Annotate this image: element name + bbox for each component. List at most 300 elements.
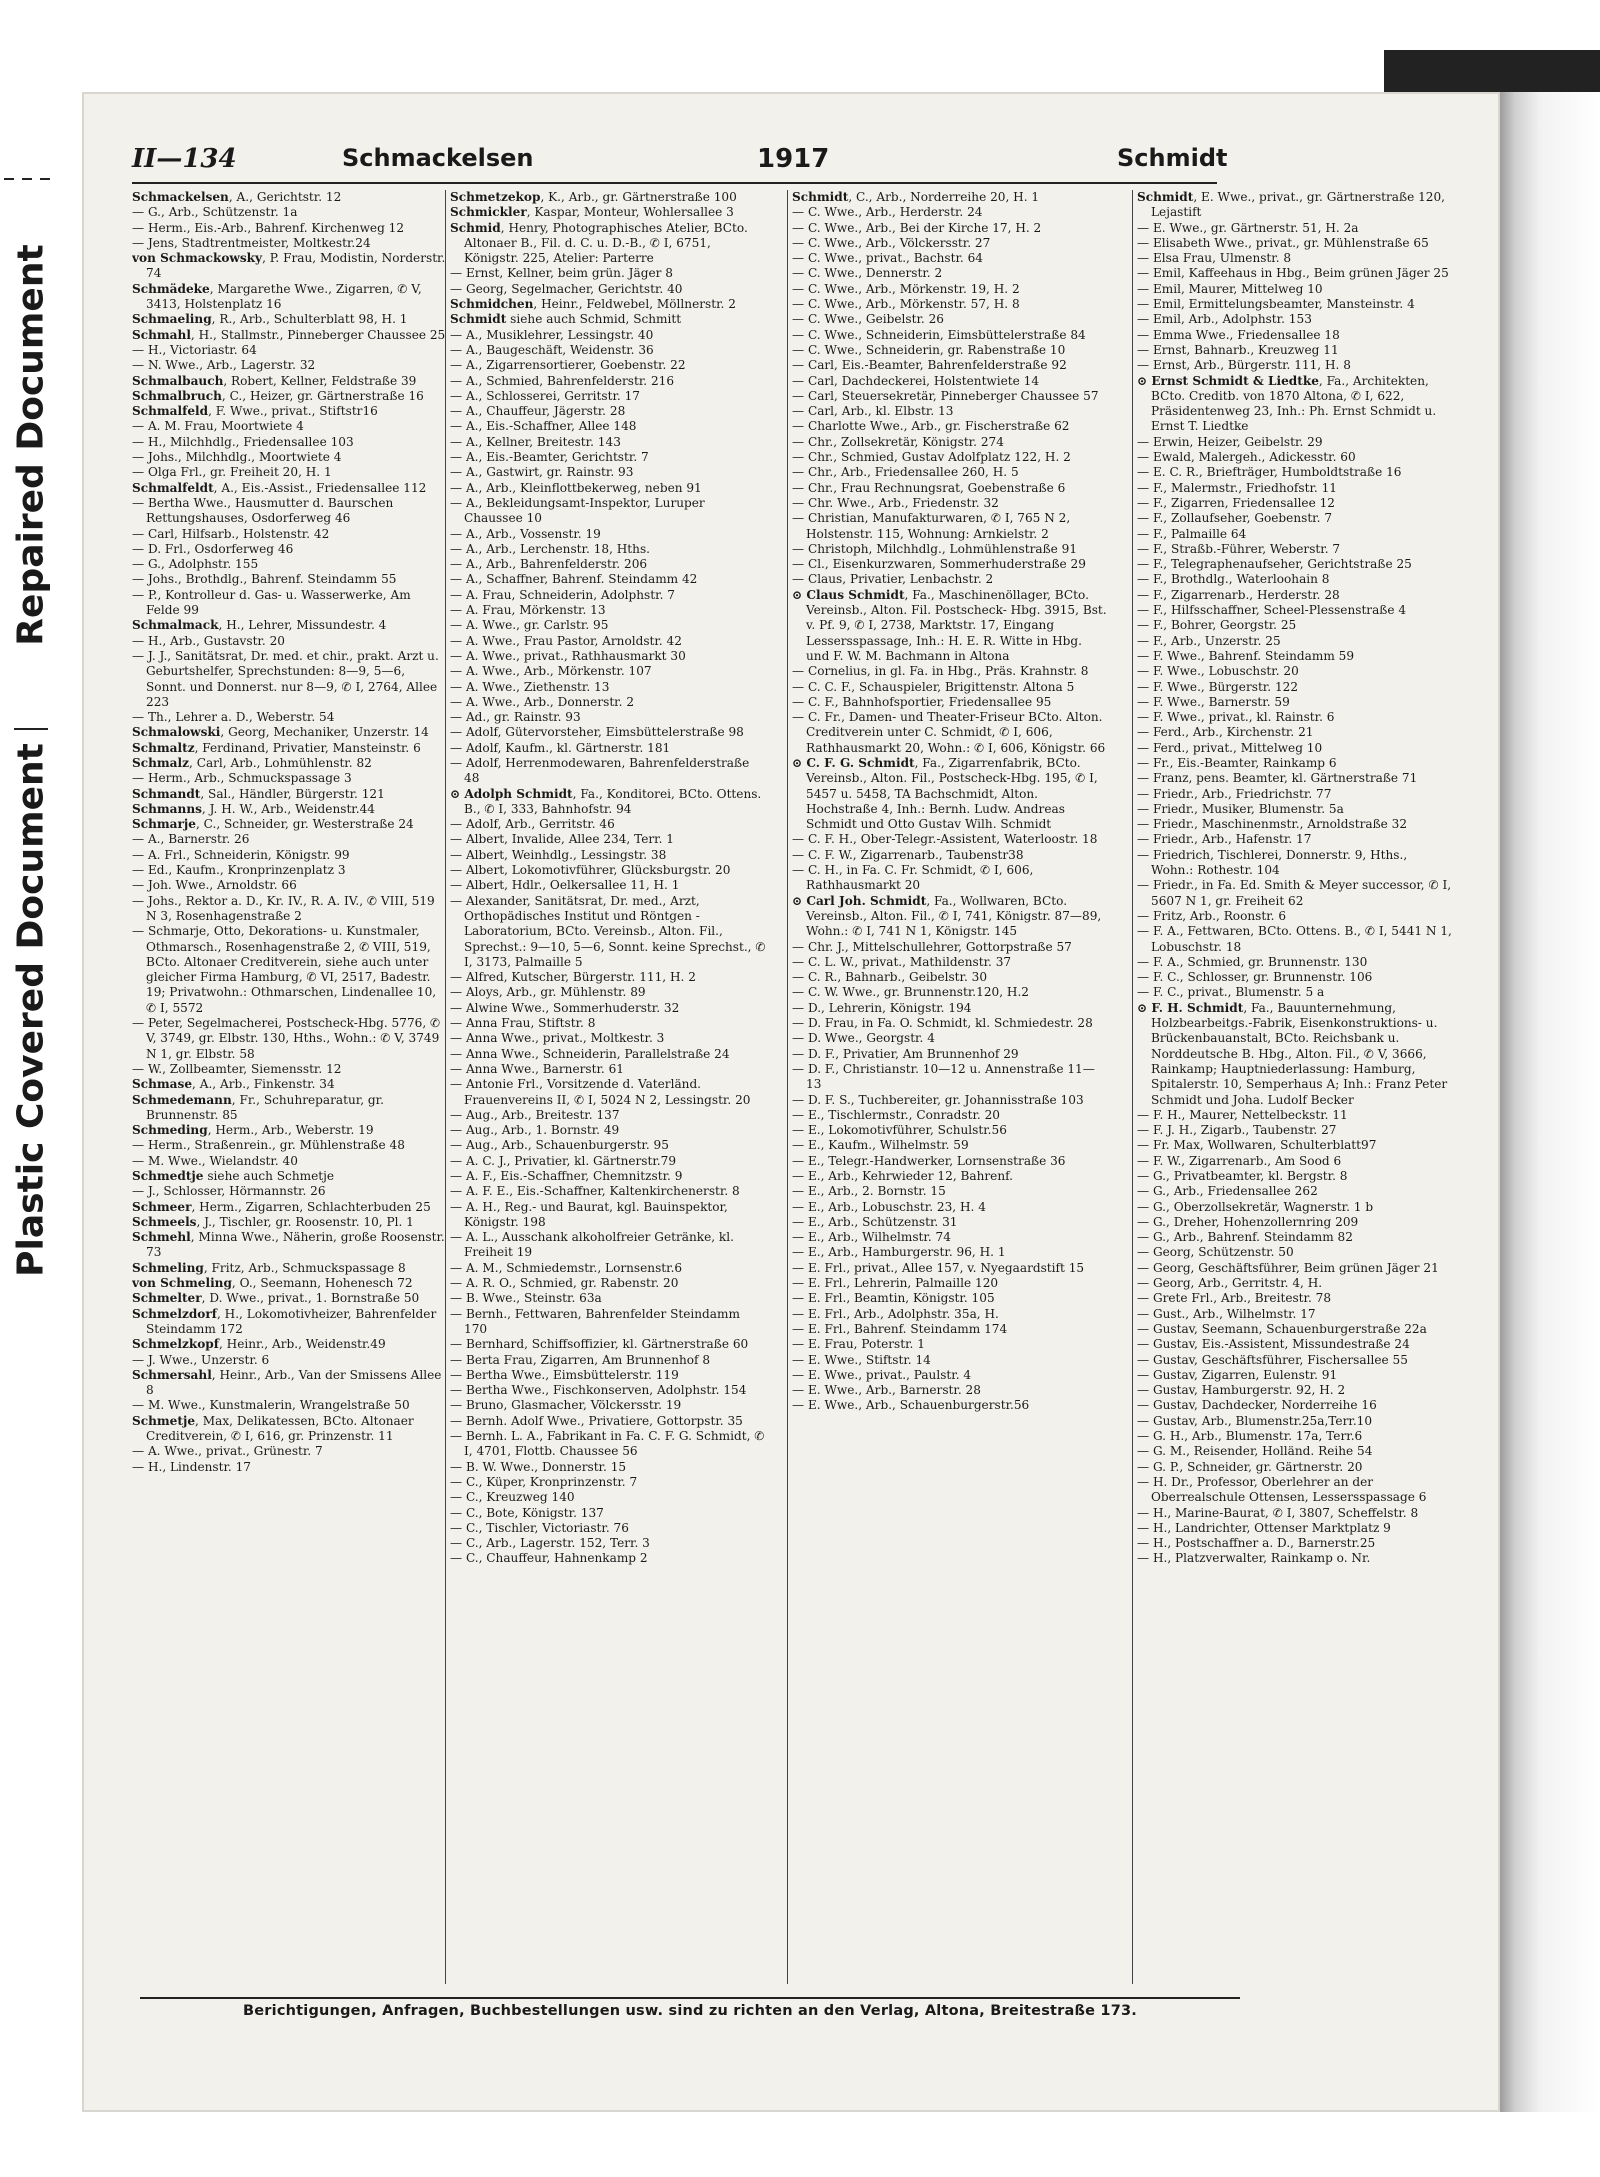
directory-entry: — N. Wwe., Arb., Lagerstr. 32 [132, 358, 316, 373]
directory-entry: — E. Frau, Poterstr. 1 [792, 1337, 925, 1352]
directory-entry: — Chr., Arb., Friedensallee 260, H. 5 [792, 465, 1019, 480]
directory-entry: — F. Wwe., Lobuschstr. 20 [1137, 664, 1299, 679]
directory-entry: — Carl, Arb., kl. Elbstr. 13 [792, 404, 954, 419]
directory-entry: — F. Wwe., privat., kl. Rainstr. 6 [1137, 710, 1335, 725]
directory-entry: — F., Malermstr., Friedhofstr. 11 [1137, 480, 1337, 495]
directory-entry: — Ad., gr. Rainstr. 93 [450, 710, 581, 725]
directory-entry: — E. Wwe., Stiftstr. 14 [792, 1352, 931, 1367]
page-number: II—134 [132, 144, 237, 174]
directory-entry: Schmalfeldt, A., Eis.-Assist., Friedensallee 112 [132, 480, 427, 495]
directory-entry: — A., Arb., Kleinflottbekerweg, neben 91 [450, 480, 702, 495]
directory-entry: — Aug., Arb., Breitestr. 137 [450, 1107, 620, 1122]
directory-entry: — Herm., Eis.-Arb., Bahrenf. Kirchenweg 12 [132, 220, 405, 235]
directory-entry: — Bruno, Glasmacher, Völckersstr. 19 [450, 1398, 682, 1413]
directory-entry: — Friedr., Arb., Hafenstr. 17 [1137, 832, 1312, 847]
directory-entry: Schmalz, Carl, Arb., Lohmühlenstr. 82 [132, 755, 372, 770]
directory-entry: — D. F., Christianstr. 10—12 u. Annenstraße 11—13 [792, 1061, 1095, 1092]
directory-entry: — Bertha Wwe., Fischkonserven, Adolphstr. 154 [450, 1383, 747, 1398]
directory-entry: Schmetzekop, K., Arb., gr. Gärtnerstraße 100 [450, 190, 737, 204]
directory-entry: — C. F. W., Zigarrenarb., Taubenstr38 [792, 847, 1024, 862]
directory-entry: — H., Marine-Baurat, ✆ I, 3807, Scheffelstr. 8 [1137, 1505, 1419, 1520]
directory-entry: — Schmarje, Otto, Dekorations- u. Kunstmaler, Othmarsch., Rosenhagenstraße 2, ✆ VIII, 519, BCto. Altonaer Creditverein, siehe auch unter gleicher Firma Hamburg, ✆ VI, 2517, Badestr. 19; Privatwohn.: Othmarschen, Lindenallee 10, ✆ I, 5572 [132, 924, 437, 1015]
directory-entry: Schmidt, C., Arb., Norderreihe 20, H. 1 [792, 190, 1040, 204]
directory-entry: — Charlotte Wwe., Arb., gr. Fischerstraße 62 [792, 419, 1070, 434]
directory-entry: — C. Wwe., Arb., Bei der Kirche 17, H. 2 [792, 220, 1042, 235]
directory-entry: — Alwine Wwe., Sommerhuderstr. 32 [450, 1000, 680, 1015]
directory-entry: — D., Lehrerin, Königstr. 194 [792, 1000, 972, 1015]
directory-entry: — Albert, Lokomotivführer, Glücksburgstr. 20 [450, 863, 731, 878]
directory-entry: Schmelzkopf, Heinr., Arb., Weidenstr.49 [132, 1337, 386, 1352]
directory-entry: Schmaeling, R., Arb., Schulterblatt 98, H. 1 [132, 312, 408, 327]
directory-entry: — A. M., Schmiedemstr., Lornsenstr.6 [450, 1260, 683, 1275]
directory-entry: — Chr. Wwe., Arb., Friedenstr. 32 [792, 495, 999, 510]
directory-entry: — D. Frau, in Fa. O. Schmidt, kl. Schmiedestr. 28 [792, 1016, 1093, 1031]
directory-entry: — Emil, Maurer, Mittelweg 10 [1137, 281, 1323, 296]
directory-entry: — E., Lokomotivführer, Schulstr.56 [792, 1123, 1007, 1138]
directory-entry: — Elsa Frau, Ulmenstr. 8 [1137, 251, 1292, 266]
directory-entry: — A., Kellner, Breitestr. 143 [450, 434, 621, 449]
directory-entry: — A., Schlosserei, Gerritstr. 17 [450, 388, 640, 403]
directory-entry: — Aug., Arb., Schauenburgerstr. 95 [450, 1138, 669, 1153]
directory-entry: — A. Wwe., privat., Rathhausmarkt 30 [450, 648, 686, 663]
directory-entry: — Herm., Arb., Schmuckspassage 3 [132, 771, 352, 786]
directory-entry: — Grete Frl., Arb., Breitestr. 78 [1137, 1291, 1332, 1306]
directory-entry: — A. F. E., Eis.-Schaffner, Kaltenkirchenerstr. 8 [450, 1184, 740, 1199]
directory-entry: Schmedemann, Fr., Schuhreparatur, gr. Brunnenstr. 85 [132, 1092, 384, 1122]
directory-entry: — Georg, Schützenstr. 50 [1137, 1245, 1294, 1260]
directory-entry: — G., Adolphstr. 155 [132, 557, 259, 572]
directory-entry: — G., Arb., Friedensallee 262 [1137, 1184, 1318, 1199]
directory-entry: — C. R., Bahnarb., Geibelstr. 30 [792, 970, 988, 985]
directory-entry: — Th., Lehrer a. D., Weberstr. 54 [132, 710, 335, 725]
page-header [132, 142, 1228, 184]
directory-entry: — J. J., Sanitätsrat, Dr. med. et chir., prakt. Arzt u. Geburtshelfer, Sprechstunden: 8—9, 5—6, Sonnt. und Donnerst. nur 8—9, ✆ I, 2764, Allee 223 [132, 648, 439, 709]
column-3 [787, 190, 1108, 1984]
column-4 [1132, 190, 1453, 1984]
directory-entry: — W., Zollbeamter, Siemensstr. 12 [132, 1061, 342, 1076]
directory-entry: — C. H., in Fa. C. Fr. Schmidt, ✆ I, 606, Rathhausmarkt 20 [792, 863, 1034, 893]
directory-entry: Schmehl, Minna Wwe., Näherin, große Roosenstr. 73 [132, 1230, 445, 1260]
directory-entry: — A. M. Frau, Moortwiete 4 [132, 419, 304, 434]
directory-entry: — Friedr., Arb., Friedrichstr. 77 [1137, 786, 1332, 801]
directory-entry: Schmandt, Sal., Händler, Bürgerstr. 121 [132, 786, 385, 801]
side-label-plastic-text: Plastic Covered Document [10, 743, 52, 1277]
directory-entry: — C. F., Bahnhofsportier, Friedensallee 95 [792, 694, 1052, 709]
directory-entry: — F. Wwe., Bahrenf. Steindamm 59 [1137, 648, 1355, 663]
directory-entry: — C., Tischler, Victoriastr. 76 [450, 1520, 629, 1535]
directory-entry: — F. C., Schlosser, gr. Brunnenstr. 106 [1137, 970, 1373, 985]
directory-entry: — A., Schmied, Bahrenfelderstr. 216 [450, 373, 675, 388]
directory-entry: ⊙ Carl Joh. Schmidt, Fa., Wollwaren, BCto. Vereinsb., Alton. Fil., ✆ I, 741, Königstr. 87—89, Wohn.: ✆ I, 741 N 1, Königstr. 145 [792, 893, 1102, 939]
directory-entry: — A., Gastwirt, gr. Rainstr. 93 [450, 465, 634, 480]
directory-entry: — Adolf, Gütervorsteher, Eimsbüttelerstraße 98 [450, 725, 744, 740]
side-label-repaired [0, 175, 62, 715]
directory-entry: — F. J. H., Zigarb., Taubenstr. 27 [1137, 1123, 1337, 1138]
directory-entry: — F. A., Schmied, gr. Brunnenstr. 130 [1137, 954, 1368, 969]
directory-entry: — Johs., Rektor a. D., Kr. IV., R. A. IV., ✆ VIII, 519 N 3, Rosenhagenstraße 2 [132, 893, 435, 923]
directory-entry: — Joh. Wwe., Arnoldstr. 66 [132, 878, 297, 893]
directory-entry: — D. Wwe., Georgstr. 4 [792, 1031, 935, 1046]
directory-entry: — F., Arb., Unzerstr. 25 [1137, 633, 1281, 648]
directory-entry: Schmidchen, Heinr., Feldwebel, Möllnerstr. 2 [450, 297, 736, 312]
directory-entry: — E. Wwe., privat., Paulstr. 4 [792, 1367, 972, 1382]
directory-entry: — A., Arb., Bahrenfelderstr. 206 [450, 557, 648, 572]
directory-entry: — Fritz, Arb., Roonstr. 6 [1137, 908, 1287, 923]
directory-entry: — Jens, Stadtrentmeister, Moltkestr.24 [132, 235, 371, 250]
directory-entry: — Carl, Dachdeckerei, Holstentwiete 14 [792, 373, 1040, 388]
directory-entry: — C., Küper, Kronprinzenstr. 7 [450, 1474, 638, 1489]
directory-entry: — Chr., Frau Rechnungsrat, Goebenstraße 6 [792, 480, 1066, 495]
directory-entry: Schmeels, J., Tischler, gr. Roosenstr. 10, Pl. 1 [132, 1214, 414, 1229]
directory-entry: Schmädeke, Margarethe Wwe., Zigarren, ✆ V, 3413, Holstenplatz 16 [132, 281, 422, 312]
directory-entry: — D. Frl., Osdorferweg 46 [132, 541, 294, 556]
directory-entry: — A. Frau, Schneiderin, Adolphstr. 7 [450, 587, 675, 602]
directory-entry: — G., Arb., Schützenstr. 1a [132, 205, 298, 220]
directory-entry: — Alfred, Kutscher, Bürgerstr. 111, H. 2 [450, 970, 696, 985]
directory-entry: — Erwin, Heizer, Geibelstr. 29 [1137, 434, 1323, 449]
directory-entry: Schmersahl, Heinr., Arb., Van der Smissens Allee 8 [132, 1367, 442, 1398]
directory-entry: — F., Bohrer, Georgstr. 25 [1137, 618, 1297, 633]
directory-entry: Schmalmack, H., Lehrer, Missundestr. 4 [132, 618, 387, 633]
column-1 [132, 190, 448, 1984]
directory-entry: Schmickler, Kaspar, Monteur, Wohlersallee 3 [450, 205, 734, 220]
directory-entry: — Johs., Brothdlg., Bahrenf. Steindamm 55 [132, 572, 397, 587]
directory-entry: — G., Oberzollsekretär, Wagnerstr. 1 b [1137, 1199, 1374, 1214]
directory-entry: — Aug., Arb., 1. Bornstr. 49 [450, 1123, 620, 1138]
directory-entry: — Cornelius, in gl. Fa. in Hbg., Präs. Krahnstr. 8 [792, 664, 1089, 679]
directory-entry: — Peter, Segelmacherei, Postscheck-Hbg. 5776, ✆ V, 3749, gr. Elbstr. 130, Hths., Wohn.: ✆ V, 3749 N 1, gr. Elbstr. 58 [132, 1016, 441, 1061]
directory-entry: — A. Wwe., Arb., Mörkenstr. 107 [450, 664, 652, 679]
directory-entry: — E. C. R., Briefträger, Humboldtstraße 16 [1137, 465, 1402, 480]
directory-entry: — B. W. Wwe., Donnerstr. 15 [450, 1459, 627, 1474]
directory-entry: Schmedtje siehe auch Schmetje [132, 1169, 335, 1183]
directory-entry: — E., Arb., 2. Bornstr. 15 [792, 1184, 946, 1199]
directory-entry: Schmalbauch, Robert, Kellner, Feldstraße 39 [132, 373, 417, 388]
directory-entry: Schmaltz, Ferdinand, Privatier, Mansteinstr. 6 [132, 740, 421, 755]
directory-entry: — C. F. H., Ober-Telegr.-Assistent, Waterloostr. 18 [792, 832, 1098, 847]
directory-entry: — F., Brothdlg., Waterloohain 8 [1137, 572, 1330, 587]
directory-entry: — Bernh., Fettwaren, Bahrenfelder Steindamm 170 [450, 1306, 740, 1336]
directory-entry: — Ernst, Kellner, beim grün. Jäger 8 [450, 266, 673, 281]
directory-entry: — Gustav, Zigarren, Eulenstr. 91 [1137, 1367, 1338, 1382]
directory-entry: — M. Wwe., Wielandstr. 40 [132, 1153, 298, 1168]
directory-entry: — Christian, Manufakturwaren, ✆ I, 765 N 2, Holstenstr. 115, Wohnung: Arnkielstr. 2 [792, 511, 1071, 541]
directory-entry: — A. Wwe., privat., Grünestr. 7 [132, 1444, 323, 1459]
directory-entry: — E., Kaufm., Wilhelmstr. 59 [792, 1138, 969, 1153]
directory-entry: Schmidt, E. Wwe., privat., gr. Gärtnerstraße 120, Lejastift [1137, 190, 1446, 220]
directory-entry: — Anna Frau, Stiftstr. 8 [450, 1016, 596, 1031]
directory-entry: — F., Zigarren, Friedensallee 12 [1137, 495, 1335, 510]
directory-entry: — E. Wwe., gr. Gärtnerstr. 51, H. 2a [1137, 220, 1359, 235]
directory-entry: — A., Zigarrensortierer, Goebenstr. 22 [450, 358, 686, 373]
directory-entry: — H., Landrichter, Ottenser Marktplatz 9 [1137, 1520, 1391, 1535]
directory-entry: — A. Frau, Mörkenstr. 13 [450, 603, 606, 618]
directory-entry: Schmanns, J. H. W., Arb., Weidenstr.44 [132, 801, 375, 816]
directory-entry: — F. H., Maurer, Nettelbeckstr. 11 [1137, 1107, 1348, 1122]
directory-entry: — E., Tischlermstr., Conradstr. 20 [792, 1107, 1000, 1122]
directory-entry: — H., Platzverwalter, Rainkamp o. Nr. [1137, 1551, 1371, 1566]
directory-entry: — E., Arb., Lobuschstr. 23, H. 4 [792, 1199, 986, 1214]
directory-entry: — C., Kreuzweg 140 [450, 1490, 575, 1505]
directory-entry: — A. Wwe., Arb., Donnerstr. 2 [450, 694, 635, 709]
directory-entry: — Emma Wwe., Friedensallee 18 [1137, 327, 1340, 342]
directory-entry: — C. Wwe., Dennerstr. 2 [792, 266, 943, 281]
directory-entry: — Georg, Segelmacher, Gerichtstr. 40 [450, 281, 683, 296]
directory-entry: — A., Bekleidungsamt-Inspektor, Luruper Chaussee 10 [450, 495, 705, 526]
directory-entry: Schmahl, H., Stallmstr., Pinneberger Chaussee 25 [132, 327, 446, 342]
directory-entry: — Gustav, Hamburgerstr. 92, H. 2 [1137, 1383, 1346, 1398]
directory-entry: — Gustav, Seemann, Schauenburgerstraße 22a [1137, 1321, 1427, 1336]
directory-entry: — C. Wwe., Geibelstr. 26 [792, 312, 944, 327]
directory-entry: — F. Wwe., Bürgerstr. 122 [1137, 679, 1299, 694]
directory-entry: — A. H., Reg.- und Baurat, kgl. Bauinspektor, Königstr. 198 [450, 1199, 728, 1229]
directory-entry: — F., Zigarrenarb., Herderstr. 28 [1137, 587, 1340, 602]
directory-entry: — Anna Wwe., Schneiderin, Parallelstraße 24 [450, 1046, 730, 1061]
directory-entry: — Anna Wwe., privat., Moltkestr. 3 [450, 1031, 665, 1046]
directory-entry: — H., Arb., Gustavstr. 20 [132, 633, 285, 648]
directory-entry: — A., Chauffeur, Jägerstr. 28 [450, 404, 626, 419]
directory-entry: Schmase, A., Arb., Finkenstr. 34 [132, 1077, 335, 1092]
directory-entry: — A., Arb., Lerchenstr. 18, Hths. [450, 541, 651, 556]
directory-entry: — M. Wwe., Kunstmalerin, Wrangelstraße 50 [132, 1398, 410, 1413]
directory-entry: — F., Telegraphenaufseher, Gerichtstraße 25 [1137, 557, 1412, 572]
directory-entry: — E. Frl., privat., Allee 157, v. Nyegaardstift 15 [792, 1260, 1085, 1275]
entry-columns [132, 190, 1452, 1984]
directory-entry: — J., Schlosser, Hörmannstr. 26 [132, 1184, 326, 1199]
directory-entry: — D. F. S., Tuchbereiter, gr. Johannisstraße 103 [792, 1092, 1084, 1107]
directory-entry: — E., Arb., Wilhelmstr. 74 [792, 1230, 951, 1245]
directory-entry: — F., Zollaufseher, Goebenstr. 7 [1137, 511, 1333, 526]
directory-entry: — Chr. J., Mittelschullehrer, Gottorpstraße 57 [792, 939, 1072, 954]
directory-entry: — Adolf, Kaufm., kl. Gärtnerstr. 181 [450, 740, 671, 755]
directory-entry: — E. Wwe., Arb., Schauenburgerstr.56 [792, 1398, 1030, 1413]
directory-entry: — Carl, Steuersekretär, Pinneberger Chaussee 57 [792, 388, 1099, 403]
directory-entry: ⊙ F. H. Schmidt, Fa., Bauunternehmung, Holzbearbeitgs.-Fabrik, Eisenkonstruktions- u. Brückenbauanstalt, BCto. Reichsbank u. Norddeutsche B. Hbg., Alton. Fil., ✆ V, 3666, Rainkamp; Hauptniederlassung: Hamburg, Spitalerstr. 10, Semperhaus A; Inh.: Franz Peter Schmidt und Joha. Ludolf Becker [1137, 1000, 1448, 1107]
scanner-corner [1384, 50, 1600, 92]
directory-entry: — E. Wwe., Arb., Barnerstr. 28 [792, 1383, 981, 1398]
directory-entry: ⊙ C. F. G. Schmidt, Fa., Zigarrenfabrik, BCto. Vereinsb., Alton. Fil., Postscheck-Hbg. 195, ✆ I, 5457 u. 5458, TA Bachschmidt, Alton. Hochstraße 4, Inh.: Bernh. Ludw. Andreas Schmidt und Otto Gustav Wilh. Schmidt [792, 755, 1098, 832]
directory-entry: — C., Chauffeur, Hahnenkamp 2 [450, 1551, 648, 1566]
directory-entry: — B. Wwe., Steinstr. 63a [450, 1291, 602, 1306]
directory-entry: — Bertha Wwe., Hausmutter d. Baurschen Rettungshauses, Osdorferweg 46 [132, 495, 394, 526]
directory-entry: — C., Bote, Königstr. 137 [450, 1505, 604, 1520]
directory-entry: — D. F., Privatier, Am Brunnenhof 29 [792, 1046, 1019, 1061]
directory-entry: — Chr., Zollsekretär, Königstr. 274 [792, 434, 1004, 449]
directory-entry: Schmackelsen, A., Gerichtstr. 12 [132, 190, 342, 204]
directory-entry: — Gustav, Geschäftsführer, Fischersallee 55 [1137, 1352, 1408, 1367]
directory-entry: — Emil, Ermittelungsbeamter, Mansteinstr. 4 [1137, 297, 1415, 312]
directory-entry: — Chr., Schmied, Gustav Adolfplatz 122, H. 2 [792, 450, 1071, 465]
directory-entry: — Georg, Geschäftsführer, Beim grünen Jäger 21 [1137, 1260, 1439, 1275]
directory-entry: — E. Frl., Beamtin, Königstr. 105 [792, 1291, 995, 1306]
directory-entry: — G. M., Reisender, Holländ. Reihe 54 [1137, 1444, 1373, 1459]
directory-entry: — E., Arb., Kehrwieder 12, Bahrenf. [792, 1169, 1014, 1183]
directory-entry: — A. Wwe., Ziethenstr. 13 [450, 679, 610, 694]
directory-entry: — G., Arb., Bahrenf. Steindamm 82 [1137, 1230, 1353, 1245]
directory-entry: — Ed., Kaufm., Kronprinzenplatz 3 [132, 863, 346, 878]
directory-entry: — A. R. O., Schmied, gr. Rabenstr. 20 [450, 1276, 679, 1291]
directory-entry: — C. Wwe., Arb., Mörkenstr. 19, H. 2 [792, 281, 1020, 296]
directory-entry: — Emil, Arb., Adolphstr. 153 [1137, 312, 1312, 327]
directory-entry: Schmelter, D. Wwe., privat., 1. Bornstraße 50 [132, 1291, 420, 1306]
directory-entry: — Herm., Straßenrein., gr. Mühlenstraße 48 [132, 1138, 405, 1153]
directory-entry: ⊙ Claus Schmidt, Fa., Maschinenöllager, BCto. Vereinsb., Alton. Fil. Postscheck- Hbg. 3915, Bst. v. Pf. 9, ✆ I, 2738, Marktstr. 17, Eingang Lessersspassage, Inh.: H. E. R. Witte in Hbg. und F. W. M. Bachmann in Altona [792, 587, 1107, 663]
directory-entry: — A. Wwe., Frau Pastor, Arnoldstr. 42 [450, 633, 682, 648]
directory-entry: — P., Kontrolleur d. Gas- u. Wasserwerke, Am Felde 99 [132, 587, 411, 618]
directory-entry: — Albert, Hdlr., Oelkersallee 11, H. 1 [450, 878, 680, 893]
directory-entry: — C. L. W., privat., Mathildenstr. 37 [792, 954, 1012, 969]
directory-entry: ⊙ Ernst Schmidt & Liedtke, Fa., Architekten, BCto. Creditb. von 1870 Altona, ✆ I, 622, Präsidentenweg 23, Inh.: Ph. Ernst Schmidt u. Ernst T. Liedtke [1137, 373, 1437, 434]
directory-entry: — Aloys, Arb., gr. Mühlenstr. 89 [450, 985, 646, 1000]
side-label-divider [14, 728, 48, 730]
directory-entry: — Berta Frau, Zigarren, Am Brunnenhof 8 [450, 1352, 711, 1367]
header-last-entry: Schmidt [1117, 144, 1228, 172]
directory-entry: — Ernst, Arb., Bürgerstr. 111, H. 8 [1137, 358, 1351, 373]
directory-entry: — E. Frl., Bahrenf. Steindamm 174 [792, 1321, 1008, 1336]
directory-entry: — G., Dreher, Hohenzollernring 209 [1137, 1214, 1359, 1229]
directory-entry: Schmid, Henry, Photographisches Atelier, BCto. Altonaer B., Fil. d. C. u. D.-B., ✆ I, 6751, Königstr. 225, Atelier: Parterre [450, 220, 748, 266]
directory-entry: Schmidt siehe auch Schmid, Schmitt [450, 312, 682, 327]
directory-entry: — A. L., Ausschank alkoholfreier Getränke, kl. Freiheit 19 [450, 1230, 734, 1260]
directory-entry: — Fr. Max, Wollwaren, Schulterblatt97 [1137, 1138, 1377, 1153]
directory-entry: — F. Wwe., Barnerstr. 59 [1137, 694, 1290, 709]
directory-entry: — C. Wwe., privat., Bachstr. 64 [792, 251, 984, 266]
directory-entry: — H., Postschaffner a. D., Barnerstr.25 [1137, 1536, 1376, 1551]
directory-entry: — Friedr., in Fa. Ed. Smith & Meyer successor, ✆ I, 5607 N 1, gr. Freiheit 62 [1137, 878, 1452, 908]
directory-entry: — E., Arb., Schützenstr. 31 [792, 1214, 958, 1229]
directory-entry: — Bernh. L. A., Fabrikant in Fa. C. F. G. Schmidt, ✆ I, 4701, Flottb. Chaussee 56 [450, 1429, 765, 1459]
side-label-plastic [0, 740, 62, 1280]
directory-entry: — E., Arb., Hamburgerstr. 96, H. 1 [792, 1245, 1006, 1260]
page-content [132, 142, 1452, 1984]
directory-entry: Schmalowski, Georg, Mechaniker, Unzerstr. 14 [132, 725, 429, 740]
directory-entry: — C. Wwe., Arb., Herderstr. 24 [792, 205, 983, 220]
directory-entry: — Bertha Wwe., Eimsbüttelerstr. 119 [450, 1367, 679, 1382]
directory-entry: — H., Victoriastr. 64 [132, 342, 257, 357]
directory-entry: — Adolf, Arb., Gerritstr. 46 [450, 817, 615, 832]
directory-entry: — Bernh. Adolf Wwe., Privatiere, Gottorpstr. 35 [450, 1413, 743, 1428]
directory-entry: — F., Palmaille 64 [1137, 526, 1247, 541]
directory-entry: — F., Straßb.-Führer, Weberstr. 7 [1137, 541, 1341, 556]
directory-entry: — Fr., Eis.-Beamter, Rainkamp 6 [1137, 755, 1337, 770]
directory-entry: — F. W., Zigarrenarb., Am Sood 6 [1137, 1153, 1342, 1168]
directory-entry: — Emil, Kaffeehaus in Hbg., Beim grünen Jäger 25 [1137, 266, 1449, 281]
directory-entry: Schmarje, C., Schneider, gr. Westerstraße 24 [132, 817, 414, 832]
directory-entry: — Gustav, Eis.-Assistent, Missundestraße 24 [1137, 1337, 1410, 1352]
directory-entry: — A., Arb., Vossenstr. 19 [450, 526, 601, 541]
directory-entry: von Schmeling, O., Seemann, Hohenesch 72 [132, 1276, 413, 1291]
directory-entry: — Friedr., Musiker, Blumenstr. 5a [1137, 801, 1344, 816]
directory-entry: von Schmackowsky, P. Frau, Modistin, Norderstr. 74 [132, 251, 446, 281]
directory-entry: Schmeding, Herm., Arb., Weberstr. 19 [132, 1123, 374, 1138]
directory-entry: — F. A., Fettwaren, BCto. Ottens. B., ✆ I, 5441 N 1, Lobuschstr. 18 [1137, 924, 1452, 954]
directory-entry: — Gust., Arb., Wilhelmstr. 17 [1137, 1306, 1316, 1321]
directory-entry: — Carl, Hilfsarb., Holstenstr. 42 [132, 526, 330, 541]
directory-entry: — Cl., Eisenkurzwaren, Sommerhuderstraße 29 [792, 557, 1086, 572]
directory-entry: — G. P., Schneider, gr. Gärtnerstr. 20 [1137, 1459, 1363, 1474]
header-first-entry: Schmackelsen [342, 144, 534, 172]
directory-entry: — H., Lindenstr. 17 [132, 1459, 251, 1474]
directory-entry: — Johs., Milchhdlg., Moortwiete 4 [132, 450, 342, 465]
directory-entry: — Bernhard, Schiffsoffizier, kl. Gärtnerstraße 60 [450, 1337, 749, 1352]
directory-entry: — Ferd., privat., Mittelweg 10 [1137, 740, 1323, 755]
page-footer: Berichtigungen, Anfragen, Buchbestellungen usw. sind zu richten an den Verlag, Altona, Breitestraße 173. [140, 1997, 1240, 2019]
directory-entry: — Olga Frl., gr. Freiheit 20, H. 1 [132, 465, 332, 480]
directory-entry: — Franz, pens. Beamter, kl. Gärtnerstraße 71 [1137, 771, 1418, 786]
directory-entry: — E. Frl., Arb., Adolphstr. 35a, H. [792, 1306, 999, 1321]
directory-entry: Schmetje, Max, Delikatessen, BCto. Altonaer Creditverein, ✆ I, 616, gr. Prinzenstr. 11 [132, 1413, 414, 1444]
directory-entry: — C. Wwe., Schneiderin, Eimsbüttelerstraße 84 [792, 327, 1086, 342]
directory-entry: — C. Wwe., Arb., Mörkenstr. 57, H. 8 [792, 297, 1020, 312]
directory-entry: — A., Musiklehrer, Lessingstr. 40 [450, 327, 654, 342]
directory-entry: Schmalfeld, F. Wwe., privat., Stiftstr16 [132, 404, 378, 419]
directory-entry: Schmeer, Herm., Zigarren, Schlachterbuden 25 [132, 1199, 431, 1214]
directory-entry: — E. Frl., Lehrerin, Palmaille 120 [792, 1276, 999, 1291]
directory-entry: — A. C. J., Privatier, kl. Gärtnerstr.79 [450, 1153, 677, 1168]
directory-entry: — Gustav, Dachdecker, Norderreihe 16 [1137, 1398, 1377, 1413]
directory-entry: — Elisabeth Wwe., privat., gr. Mühlenstraße 65 [1137, 235, 1429, 250]
directory-entry: — Ernst, Bahnarb., Kreuzweg 11 [1137, 342, 1339, 357]
directory-entry: — Albert, Invalide, Allee 234, Terr. 1 [450, 832, 674, 847]
directory-entry: — J. Wwe., Unzerstr. 6 [132, 1352, 270, 1367]
directory-entry: — E., Telegr.-Handwerker, Lornsenstraße 36 [792, 1153, 1066, 1168]
directory-entry: — H., Milchhdlg., Friedensallee 103 [132, 434, 354, 449]
directory-entry: — G. H., Arb., Blumenstr. 17a, Terr.6 [1137, 1429, 1363, 1444]
directory-entry: — A. Frl., Schneiderin, Königstr. 99 [132, 847, 350, 862]
directory-entry: — C. C. F., Schauspieler, Brigittenstr. Altona 5 [792, 679, 1075, 694]
directory-entry: — A., Eis.-Beamter, Gerichtstr. 7 [450, 450, 649, 465]
directory-entry: — C. W. Wwe., gr. Brunnenstr.120, H.2 [792, 985, 1030, 1000]
header-year: 1917 [757, 144, 830, 174]
directory-entry: — Georg, Arb., Gerritstr. 4, H. [1137, 1276, 1323, 1291]
directory-entry: — Ewald, Malergeh., Adickesstr. 60 [1137, 450, 1356, 465]
directory-entry: Schmalbruch, C., Heizer, gr. Gärtnerstraße 16 [132, 388, 424, 403]
directory-entry: — Friedrich, Tischlerei, Donnerstr. 9, Hths., Wohn.: Rothestr. 104 [1137, 847, 1408, 878]
column-2 [445, 190, 766, 1984]
directory-entry: — Antonie Frl., Vorsitzende d. Vaterländ. Frauenvereins II, ✆ I, 5024 N 2, Lessingstr. 20 [450, 1077, 751, 1107]
directory-entry: — H. Dr., Professor, Oberlehrer an der Oberrealschule Ottensen, Lessersspassage 6 [1137, 1474, 1427, 1505]
directory-entry: — Christoph, Milchhdlg., Lohmühlenstraße 91 [792, 541, 1078, 556]
directory-entry: — G., Privatbeamter, kl. Bergstr. 8 [1137, 1169, 1348, 1183]
directory-entry: — Gustav, Arb., Blumenstr.25a,Terr.10 [1137, 1413, 1373, 1428]
directory-entry: — A. Wwe., gr. Carlstr. 95 [450, 618, 609, 633]
page-edge-shadow [1500, 92, 1600, 2112]
directory-entry: Schmeling, Fritz, Arb., Schmuckspassage 8 [132, 1260, 406, 1275]
directory-entry: — C. Fr., Damen- und Theater-Friseur BCto. Alton. Creditverein unter C. Schmidt, ✆ I, 606, Rathhausmarkt 20, Wohn.: ✆ I, 606, Königstr. 66 [792, 710, 1106, 755]
directory-entry: — C. Wwe., Arb., Völckersstr. 27 [792, 235, 991, 250]
directory-entry: — Adolf, Herrenmodewaren, Bahrenfelderstraße 48 [450, 755, 750, 786]
directory-entry: — Albert, Weinhdlg., Lessingstr. 38 [450, 847, 667, 862]
directory-entry: — Friedr., Maschinenmstr., Arnoldstraße 32 [1137, 817, 1408, 832]
directory-entry: ⊙ Adolph Schmidt, Fa., Konditorei, BCto. Ottens. B., ✆ I, 333, Bahnhofstr. 94 [450, 786, 762, 816]
directory-entry: — Alexander, Sanitätsrat, Dr. med., Arzt, Orthopädisches Institut und Röntgen - Laboratorium, BCto. Vereinsb., Alton. Fil., Sprechst.: 9—10, 5—6, Sonnt. keine Sprechst., ✆ I, 3173, Palmaille 5 [450, 893, 766, 969]
directory-entry: — Carl, Eis.-Beamter, Bahrenfelderstraße 92 [792, 358, 1067, 373]
directory-entry: — Ferd., Arb., Kirchenstr. 21 [1137, 725, 1314, 740]
directory-entry: — A., Eis.-Schaffner, Allee 148 [450, 419, 637, 434]
side-label-repaired-text: Repaired Document [10, 244, 52, 646]
directory-page [82, 92, 1500, 2112]
directory-entry: — A., Baugeschäft, Weidenstr. 36 [450, 342, 654, 357]
directory-entry: — C. Wwe., Schneiderin, gr. Rabenstraße 10 [792, 342, 1066, 357]
directory-entry: — Claus, Privatier, Lenbachstr. 2 [792, 572, 994, 587]
directory-entry: — A., Barnerstr. 26 [132, 832, 250, 847]
directory-entry: Schmelzdorf, H., Lokomotivheizer, Bahrenfelder Steindamm 172 [132, 1306, 437, 1336]
directory-entry: — A. F., Eis.-Schaffner, Chemnitzstr. 9 [450, 1169, 683, 1183]
directory-entry: — Anna Wwe., Barnerstr. 61 [450, 1061, 624, 1076]
directory-entry: — A., Schaffner, Bahrenf. Steindamm 42 [450, 572, 698, 587]
directory-entry: — C., Arb., Lagerstr. 152, Terr. 3 [450, 1536, 650, 1551]
directory-entry: — F., Hilfsschaffner, Scheel-Plessenstraße 4 [1137, 603, 1407, 618]
